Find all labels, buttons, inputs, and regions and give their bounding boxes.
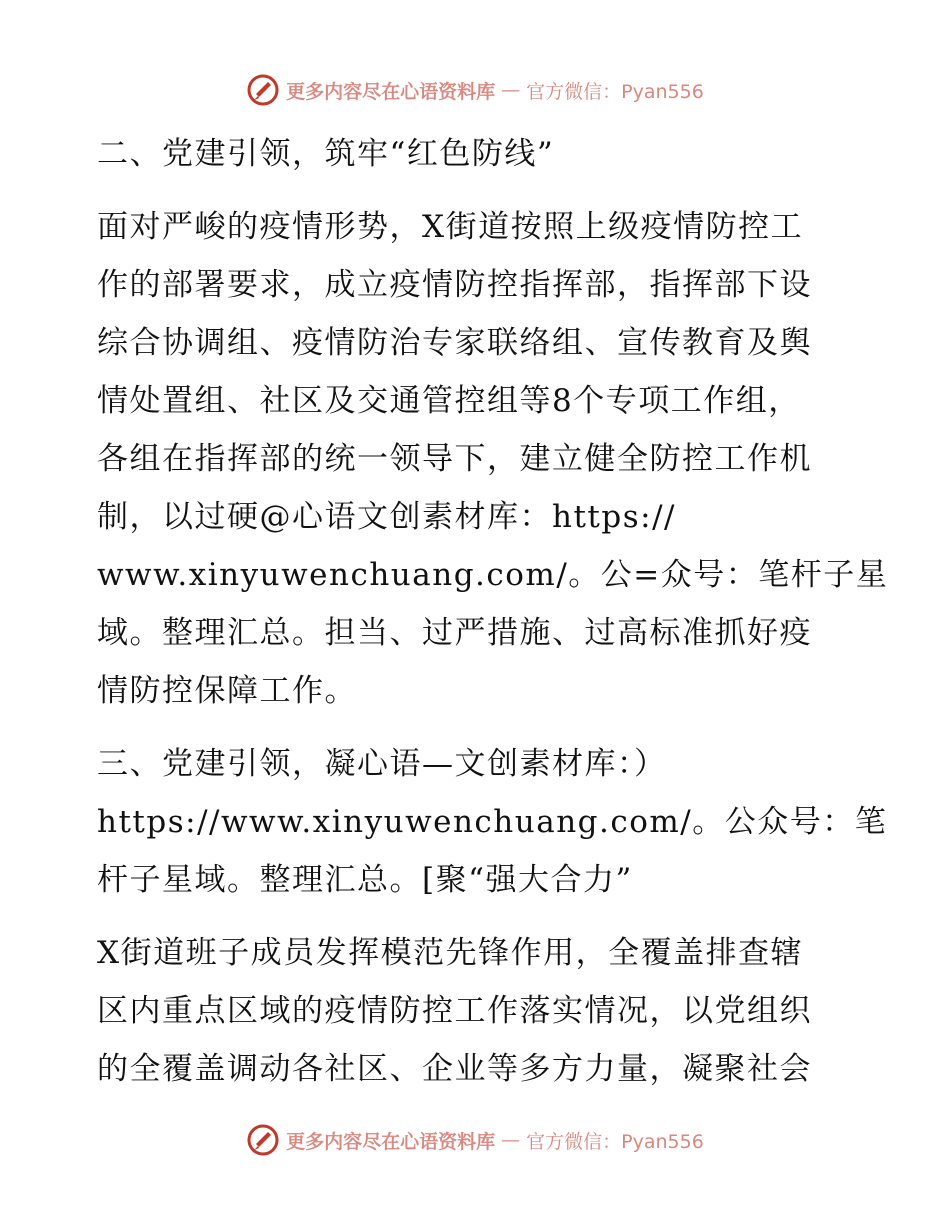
heading-line: 三、党建引领，凝心语—文创素材库：） [97,746,667,782]
paragraph-line: 区内重点区域的疫情防控工作落实情况，以党组织 [97,993,812,1029]
paragraph-line: 情处置组、社区及交通管控组等8个专项工作组， [97,383,801,419]
banner-separator: — [501,1129,521,1151]
library-logo-icon [246,73,280,107]
banner-text: 更多内容尽在心语资料库 [286,1130,496,1153]
library-logo-icon [246,1123,280,1157]
document-body [97,125,889,1098]
paragraph-line: 制，以过硬@心语文创素材库：https:// [97,499,676,535]
section-heading-3 [97,735,888,909]
footer-banner [0,1122,950,1158]
heading-line: https://www.xinyuwenchuang.com/。公众号：笔 [97,804,888,840]
banner-wechat: 官方微信：Pyan556 [526,80,704,103]
heading-line: 杆子星域。整理汇总。[聚“强大合力” [97,862,633,898]
paragraph-line: 域。整理汇总。担当、过严措施、过高标准抓好疫 [97,615,812,651]
banner-wechat: 官方微信：Pyan556 [526,1130,704,1153]
paragraph-line: 面对严峻的疫情形势，X街道按照上级疫情防控工 [97,209,804,245]
header-banner [0,72,950,108]
paragraph-2 [97,924,857,1098]
paragraph-line: X街道班子成员发挥模范先锋作用，全覆盖排查辖 [97,935,804,971]
paragraph-line: www.xinyuwenchuang.com/。公=众号：笔杆子星 [97,557,889,593]
paragraph-line: 情防控保障工作。 [97,673,357,709]
paragraph-line: 作的部署要求，成立疫情防控指挥部，指挥部下设 [97,267,812,303]
paragraph-line: 各组在指挥部的统一领导下，建立健全防控工作机 [97,441,812,477]
section-heading-2: 二、党建引领，筑牢“红色防线” [97,136,555,172]
paragraph-1 [97,198,889,720]
paragraph-line: 综合协调组、疫情防治专家联络组、宣传教育及舆 [97,325,812,361]
banner-text: 更多内容尽在心语资料库 [286,80,496,103]
banner-separator: — [501,79,521,101]
paragraph-line: 的全覆盖调动各社区、企业等多方力量，凝聚社会 [97,1051,812,1087]
